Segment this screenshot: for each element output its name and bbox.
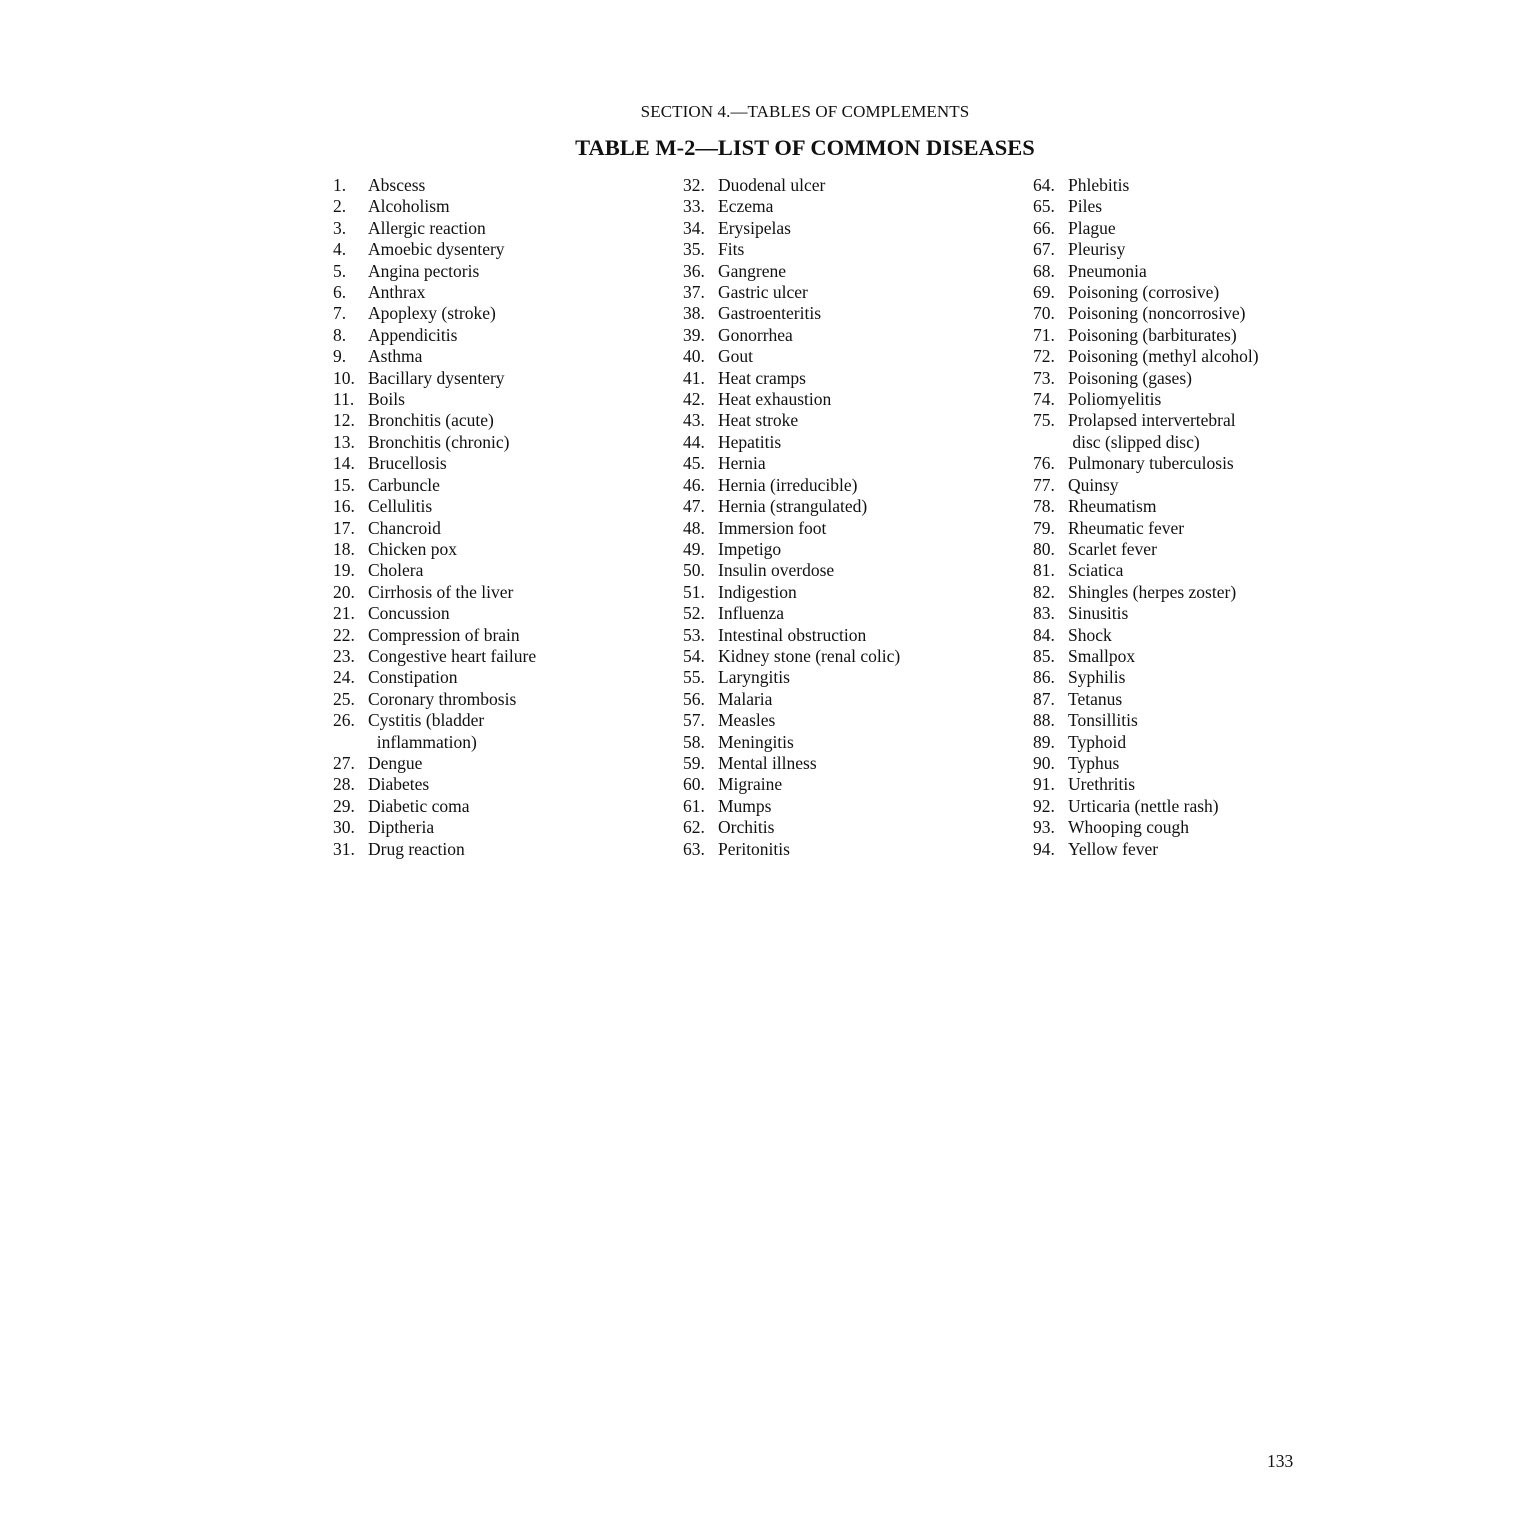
list-item (1033, 453, 1259, 474)
item-number: 6. (333, 282, 347, 303)
item-number: 18. (333, 538, 355, 559)
list-item (1033, 646, 1259, 667)
item-label: Carbuncle (368, 474, 440, 495)
item-number: 36. (683, 260, 705, 281)
list-item (683, 710, 900, 731)
item-label: Hernia (irreducible) (718, 474, 858, 495)
list-item (333, 603, 536, 624)
item-label: Constipation (368, 667, 458, 688)
item-number: 35. (683, 239, 705, 260)
item-label: Heat exhaustion (718, 389, 832, 410)
item-label: Migraine (718, 774, 783, 795)
item-label: Bacillary dysentery (368, 367, 505, 388)
item-number: 81. (1033, 560, 1055, 581)
item-label: Poisoning (gases) (1068, 367, 1192, 388)
item-number: 94. (1033, 838, 1055, 859)
list-item (333, 753, 536, 774)
list-item (1033, 175, 1259, 196)
item-number: 27. (333, 752, 355, 773)
item-label: Drug reaction (368, 838, 465, 859)
list-item (1033, 625, 1259, 646)
item-number: 7. (333, 303, 347, 324)
list-item (333, 839, 536, 860)
list-item (333, 196, 536, 217)
item-label: Brucellosis (368, 453, 447, 474)
list-item (333, 453, 536, 474)
item-number: 37. (683, 282, 705, 303)
item-label: inflammation) (368, 731, 477, 752)
list-item (683, 646, 900, 667)
item-number: 80. (1033, 538, 1055, 559)
item-number: 19. (333, 560, 355, 581)
item-number: 26. (333, 710, 355, 731)
item-number: 40. (683, 346, 705, 367)
list-item (683, 346, 900, 367)
item-number: 46. (683, 474, 705, 495)
item-label: Rheumatic fever (1068, 517, 1185, 538)
item-label: Piles (1068, 196, 1103, 217)
item-number (333, 732, 368, 753)
item-number: 48. (683, 517, 705, 538)
item-label: Mumps (718, 795, 772, 816)
section-heading: SECTION 4.—TABLES OF COMPLEMENTS (640, 102, 970, 121)
item-label: Hernia (strangulated) (718, 496, 868, 517)
item-label: Chancroid (368, 517, 441, 538)
item-label: Prolapsed intervertebral (1068, 410, 1236, 431)
item-label: Scarlet fever (1068, 538, 1157, 559)
item-number: 66. (1033, 217, 1055, 238)
item-label: Typhoid (1068, 731, 1127, 752)
item-label: Gout (718, 346, 753, 367)
list-item (333, 774, 536, 795)
item-number: 56. (683, 688, 705, 709)
item-number: 67. (1033, 239, 1055, 260)
item-number: 13. (333, 431, 355, 452)
item-label: Whooping cough (1068, 817, 1190, 838)
list-item (683, 817, 900, 838)
item-label: Heat cramps (718, 367, 806, 388)
item-label: Bronchitis (chronic) (368, 431, 510, 452)
item-label: Cholera (368, 560, 424, 581)
item-number: 10. (333, 367, 355, 388)
item-number: 63. (683, 838, 705, 859)
item-number: 60. (683, 774, 705, 795)
item-label: Shock (1068, 624, 1112, 645)
item-label: Hepatitis (718, 431, 782, 452)
item-label: Gonorrhea (718, 324, 793, 345)
item-label: Immersion foot (718, 517, 827, 538)
item-label: Intestinal obstruction (718, 624, 867, 645)
disease-column-2 (683, 175, 900, 860)
item-number: 25. (333, 688, 355, 709)
list-item (333, 732, 536, 753)
item-number: 91. (1033, 774, 1055, 795)
item-label: Anthrax (368, 282, 426, 303)
list-item (1033, 689, 1259, 710)
item-label: Duodenal ulcer (718, 175, 826, 195)
list-item (333, 560, 536, 581)
item-number: 4. (333, 239, 347, 260)
item-number: 74. (1033, 389, 1055, 410)
item-label: Pleurisy (1068, 239, 1126, 260)
page-number: 133 (1267, 1451, 1294, 1471)
list-item (1033, 218, 1259, 239)
list-item (1033, 753, 1259, 774)
item-label: Appendicitis (368, 324, 458, 345)
list-item (333, 175, 536, 196)
item-number: 41. (683, 367, 705, 388)
list-item (1033, 560, 1259, 581)
item-number: 20. (333, 581, 355, 602)
list-item (1033, 667, 1259, 688)
item-number: 9. (333, 346, 347, 367)
item-number: 86. (1033, 667, 1055, 688)
list-item (1033, 346, 1259, 367)
list-item (1033, 432, 1259, 453)
list-item (333, 346, 536, 367)
list-item (683, 689, 900, 710)
item-label: Poliomyelitis (1068, 389, 1162, 410)
list-item (1033, 839, 1259, 860)
list-item (683, 239, 900, 260)
item-number: 44. (683, 431, 705, 452)
item-number: 32. (683, 175, 705, 195)
item-number: 65. (1033, 196, 1055, 217)
item-label: Orchitis (718, 817, 775, 838)
item-number: 64. (1033, 175, 1055, 195)
disease-column-3 (1033, 175, 1259, 860)
item-number: 12. (333, 410, 355, 431)
item-label: Coronary thrombosis (368, 688, 517, 709)
item-number: 49. (683, 538, 705, 559)
item-label: Indigestion (718, 581, 797, 602)
item-label: disc (slipped disc) (1068, 431, 1200, 452)
item-number (1033, 432, 1068, 453)
item-label: Laryngitis (718, 667, 790, 688)
item-label: Sciatica (1068, 560, 1124, 581)
list-item (1033, 325, 1259, 346)
list-item (1033, 817, 1259, 838)
list-item (1033, 603, 1259, 624)
item-label: Diptheria (368, 817, 435, 838)
item-number: 72. (1033, 346, 1055, 367)
list-item (683, 732, 900, 753)
item-number: 61. (683, 795, 705, 816)
item-label: Poisoning (noncorrosive) (1068, 303, 1246, 324)
list-item (683, 261, 900, 282)
list-item (333, 710, 536, 731)
item-number: 59. (683, 752, 705, 773)
item-label: Dengue (368, 752, 423, 773)
list-item (1033, 496, 1259, 517)
list-item (333, 303, 536, 324)
item-number: 57. (683, 710, 705, 731)
item-label: Pneumonia (1068, 260, 1147, 281)
item-number: 3. (333, 217, 347, 238)
item-number: 31. (333, 838, 355, 859)
list-item (333, 432, 536, 453)
item-number: 77. (1033, 474, 1055, 495)
list-item (333, 646, 536, 667)
item-number: 39. (683, 324, 705, 345)
list-item (1033, 774, 1259, 795)
item-number: 75. (1033, 410, 1055, 431)
list-item (683, 560, 900, 581)
item-number: 43. (683, 410, 705, 431)
item-number: 15. (333, 474, 355, 495)
item-label: Syphilis (1068, 667, 1126, 688)
list-item (1033, 282, 1259, 303)
item-label: Meningitis (718, 731, 794, 752)
list-item (333, 625, 536, 646)
item-label: Hernia (718, 453, 766, 474)
list-item (683, 218, 900, 239)
item-label: Yellow fever (1068, 838, 1159, 859)
item-label: Shingles (herpes zoster) (1068, 581, 1237, 602)
item-number: 21. (333, 603, 355, 624)
list-item (333, 282, 536, 303)
item-number: 53. (683, 624, 705, 645)
item-number: 33. (683, 196, 705, 217)
item-number: 71. (1033, 324, 1055, 345)
list-item (333, 667, 536, 688)
item-number: 82. (1033, 581, 1055, 602)
list-item (1033, 239, 1259, 260)
list-item (333, 261, 536, 282)
list-item (333, 218, 536, 239)
item-number: 22. (333, 624, 355, 645)
list-item (683, 774, 900, 795)
item-label: Cystitis (bladder (368, 710, 485, 731)
item-label: Impetigo (718, 538, 782, 559)
list-item (1033, 796, 1259, 817)
item-number: 68. (1033, 260, 1055, 281)
list-item (333, 796, 536, 817)
item-number: 78. (1033, 496, 1055, 517)
item-number: 1. (333, 175, 347, 195)
item-label: Congestive heart failure (368, 645, 537, 666)
list-item (333, 582, 536, 603)
item-number: 90. (1033, 752, 1055, 773)
item-number: 93. (1033, 817, 1055, 838)
list-item (1033, 303, 1259, 324)
item-number: 76. (1033, 453, 1055, 474)
item-label: Angina pectoris (368, 260, 480, 281)
list-item (683, 475, 900, 496)
list-item (333, 496, 536, 517)
item-number: 51. (683, 581, 705, 602)
item-label: Allergic reaction (368, 217, 486, 238)
item-label: Poisoning (barbiturates) (1068, 324, 1237, 345)
item-number: 24. (333, 667, 355, 688)
item-number: 58. (683, 731, 705, 752)
item-number: 50. (683, 560, 705, 581)
item-label: Sinusitis (1068, 603, 1129, 624)
item-number: 70. (1033, 303, 1055, 324)
item-number: 38. (683, 303, 705, 324)
list-item (683, 518, 900, 539)
item-label: Gastroenteritis (718, 303, 822, 324)
item-label: Abscess (368, 175, 426, 195)
list-item (683, 839, 900, 860)
item-label: Boils (368, 389, 405, 410)
list-item (333, 518, 536, 539)
item-label: Cirrhosis of the liver (368, 581, 514, 602)
list-item (1033, 261, 1259, 282)
list-item (683, 282, 900, 303)
list-item (333, 689, 536, 710)
item-label: Malaria (718, 688, 773, 709)
item-label: Diabetes (368, 774, 430, 795)
item-label: Plague (1068, 217, 1116, 238)
item-number: 55. (683, 667, 705, 688)
list-item (333, 475, 536, 496)
item-label: Tonsillitis (1068, 710, 1138, 731)
item-number: 79. (1033, 517, 1055, 538)
list-item (1033, 410, 1259, 431)
item-label: Rheumatism (1068, 496, 1157, 517)
item-label: Measles (718, 710, 776, 731)
list-item (683, 389, 900, 410)
item-number: 14. (333, 453, 355, 474)
list-item (683, 603, 900, 624)
list-item (333, 368, 536, 389)
list-item (1033, 732, 1259, 753)
item-number: 84. (1033, 624, 1055, 645)
item-label: Influenza (718, 603, 785, 624)
item-number: 8. (333, 324, 347, 345)
list-item (333, 539, 536, 560)
item-number: 89. (1033, 731, 1055, 752)
item-label: Insulin overdose (718, 560, 835, 581)
item-label: Urethritis (1068, 774, 1136, 795)
list-item (1033, 475, 1259, 496)
list-item (683, 453, 900, 474)
item-number: 11. (333, 389, 355, 410)
list-item (1033, 710, 1259, 731)
list-item (683, 410, 900, 431)
item-number: 29. (333, 795, 355, 816)
item-number: 85. (1033, 645, 1055, 666)
item-number: 2. (333, 196, 347, 217)
list-item (1033, 389, 1259, 410)
list-item (333, 389, 536, 410)
list-item (1033, 196, 1259, 217)
item-label: Amoebic dysentery (368, 239, 505, 260)
list-item (683, 196, 900, 217)
item-number: 45. (683, 453, 705, 474)
list-item (333, 410, 536, 431)
list-item (683, 753, 900, 774)
list-item (683, 539, 900, 560)
item-label: Gastric ulcer (718, 282, 808, 303)
list-item (683, 303, 900, 324)
list-item (1033, 539, 1259, 560)
item-label: Smallpox (1068, 645, 1136, 666)
list-item (1033, 368, 1259, 389)
item-label: Quinsy (1068, 474, 1119, 495)
item-label: Apoplexy (stroke) (368, 303, 496, 324)
item-number: 73. (1033, 367, 1055, 388)
item-number: 5. (333, 260, 347, 281)
list-item (683, 325, 900, 346)
item-number: 88. (1033, 710, 1055, 731)
item-number: 42. (683, 389, 705, 410)
list-item (683, 582, 900, 603)
disease-column-1 (333, 175, 536, 860)
item-label: Cellulitis (368, 496, 433, 517)
list-item (683, 175, 900, 196)
item-label: Poisoning (corrosive) (1068, 282, 1220, 303)
item-label: Asthma (368, 346, 423, 367)
list-item (683, 368, 900, 389)
item-number: 83. (1033, 603, 1055, 624)
list-item (1033, 582, 1259, 603)
item-label: Bronchitis (acute) (368, 410, 494, 431)
item-label: Phlebitis (1068, 175, 1130, 195)
list-item (683, 496, 900, 517)
item-number: 92. (1033, 795, 1055, 816)
item-label: Tetanus (1068, 688, 1123, 709)
item-number: 30. (333, 817, 355, 838)
item-number: 69. (1033, 282, 1055, 303)
item-label: Diabetic coma (368, 795, 470, 816)
item-label: Poisoning (methyl alcohol) (1068, 346, 1259, 367)
item-label: Peritonitis (718, 838, 790, 859)
item-label: Alcoholism (368, 196, 450, 217)
list-item (1033, 518, 1259, 539)
item-label: Chicken pox (368, 538, 457, 559)
list-item (683, 667, 900, 688)
list-item (333, 325, 536, 346)
item-number: 17. (333, 517, 355, 538)
list-item (333, 817, 536, 838)
list-item (683, 625, 900, 646)
item-number: 62. (683, 817, 705, 838)
item-label: Compression of brain (368, 624, 520, 645)
item-number: 16. (333, 496, 355, 517)
item-number: 34. (683, 217, 705, 238)
list-item (333, 239, 536, 260)
item-label: Erysipelas (718, 217, 791, 238)
item-label: Eczema (718, 196, 774, 217)
item-label: Fits (718, 239, 745, 260)
table-title: TABLE M-2—LIST OF COMMON DISEASES (575, 135, 1035, 160)
item-label: Pulmonary tuberculosis (1068, 453, 1234, 474)
item-number: 28. (333, 774, 355, 795)
item-label: Typhus (1068, 752, 1120, 773)
list-item (683, 796, 900, 817)
item-label: Kidney stone (renal colic) (718, 645, 901, 666)
item-label: Heat stroke (718, 410, 799, 431)
item-number: 52. (683, 603, 705, 624)
item-label: Mental illness (718, 752, 817, 773)
item-number: 47. (683, 496, 705, 517)
item-label: Gangrene (718, 260, 787, 281)
item-number: 54. (683, 645, 705, 666)
list-item (683, 432, 900, 453)
item-label: Urticaria (nettle rash) (1068, 795, 1219, 816)
item-label: Concussion (368, 603, 450, 624)
item-number: 87. (1033, 688, 1055, 709)
item-number: 23. (333, 645, 355, 666)
